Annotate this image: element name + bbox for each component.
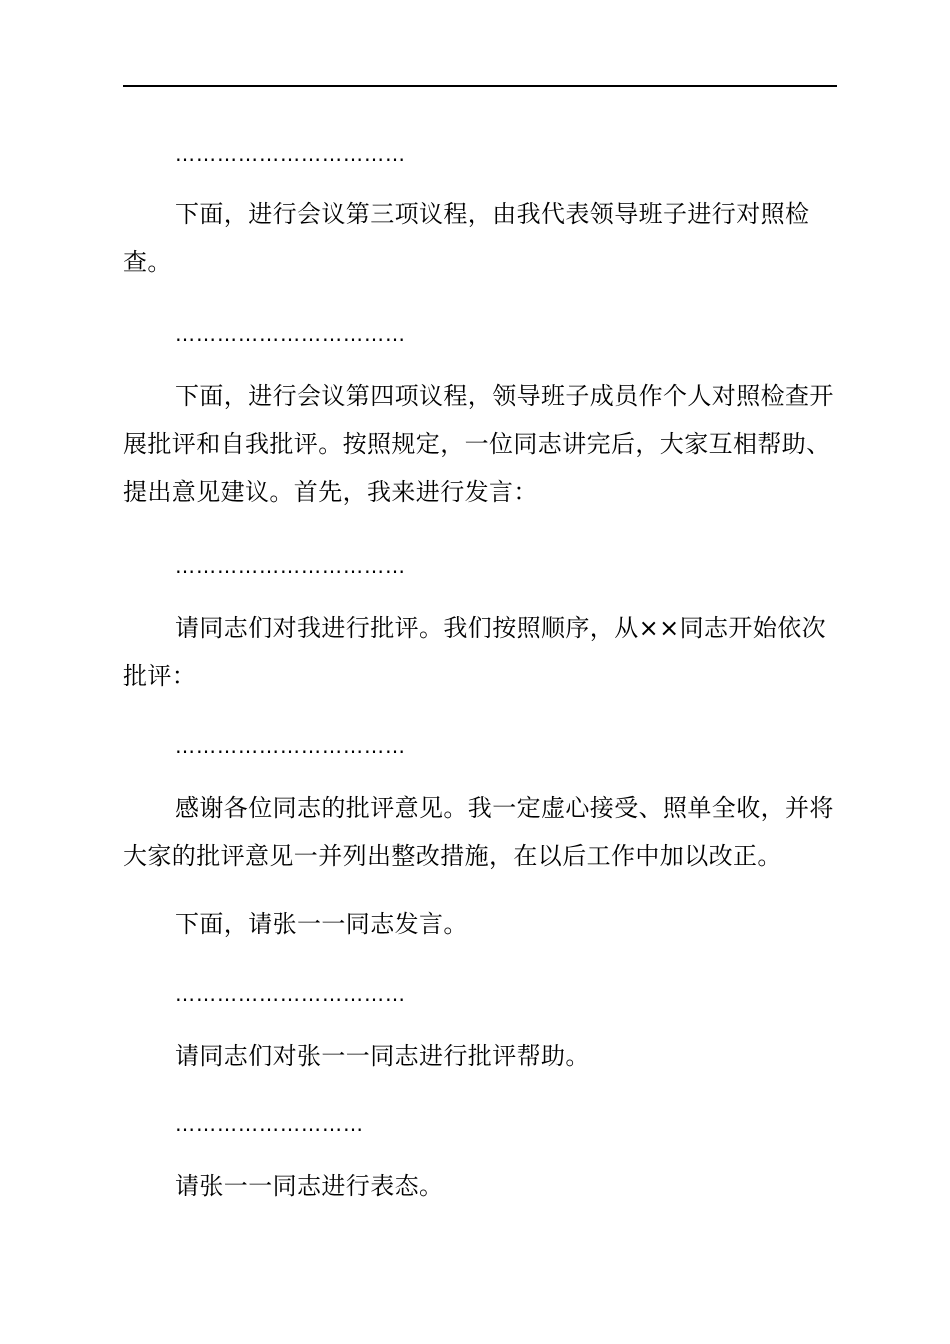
ellipsis-line: ……………………………	[175, 554, 406, 578]
ellipsis-line: ……………………………	[175, 982, 406, 1006]
paragraph: 请张一一同志进行表态。	[175, 1172, 444, 1200]
ellipsis-line: ……………………………	[175, 322, 406, 346]
ellipsis-line: ………………………	[175, 1112, 364, 1136]
paragraph: 感谢各位同志的批评意见。我一定虚心接受、照单全收，并将大家的批评意见一并列出整改措施，在以后工作中加以改正。	[123, 794, 834, 870]
paragraph: 请同志们对张一一同志进行批评帮助。	[175, 1042, 590, 1070]
paragraph: 请同志们对我进行批评。我们按照顺序，从××同志开始依次批评：	[123, 614, 827, 690]
ellipsis-line: ……………………………	[175, 734, 406, 758]
header-rule	[123, 85, 837, 87]
paragraph: 下面，进行会议第三项议程，由我代表领导班子进行对照检查。	[123, 200, 810, 276]
ellipsis-line: ……………………………	[175, 142, 406, 166]
paragraph: 下面，请张一一同志发言。	[175, 910, 468, 938]
paragraph: 下面，进行会议第四项议程，领导班子成员作个人对照检查开展批评和自我批评。按照规定，一位同志讲完后，大家互相帮助、提出意见建议。首先，我来进行发言：	[123, 382, 834, 506]
